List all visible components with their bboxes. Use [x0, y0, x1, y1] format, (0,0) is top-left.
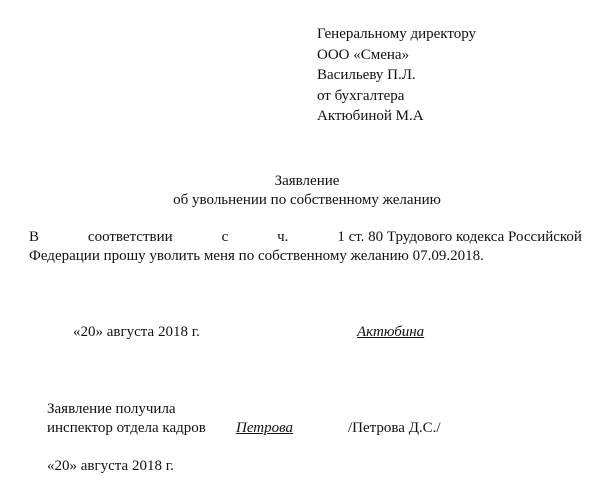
body-text-line-2: Федерации прошу уволить меня по собственному желанию 07.09.2018.	[29, 248, 484, 264]
body-word: соответствии	[87, 229, 173, 245]
body-word: 1 ст. 80 Трудового кодекса Российской	[337, 229, 582, 245]
body-word: ч.	[277, 229, 289, 245]
receipt-date: «20» августа 2018 г.	[47, 458, 174, 474]
body-text-line-1	[29, 228, 582, 247]
sender-position: от бухгалтера	[317, 87, 405, 104]
receipt-label: Заявление получила	[47, 401, 176, 417]
addressee-position: Генеральному директору	[317, 26, 477, 42]
receiver-position: инспектор отдела кадров	[47, 420, 206, 436]
addressee-company: ООО «Смена»	[317, 46, 410, 63]
applicant-date: «20» августа 2018 г.	[73, 324, 200, 340]
receiver-name: /Петрова Д.С./	[348, 420, 441, 436]
body-word: В	[29, 229, 40, 245]
body-word: с	[221, 229, 229, 245]
applicant-signature: Актюбина	[357, 324, 425, 340]
addressee-block	[317, 24, 476, 127]
addressee-name: Васильеву П.Л.	[317, 67, 416, 83]
document-subtitle: об увольнении по собственному желанию	[173, 192, 441, 208]
sender-name: Актюбиной М.А	[317, 108, 424, 124]
document-title: Заявление	[274, 173, 340, 189]
receiver-signature: Петрова	[236, 420, 294, 436]
